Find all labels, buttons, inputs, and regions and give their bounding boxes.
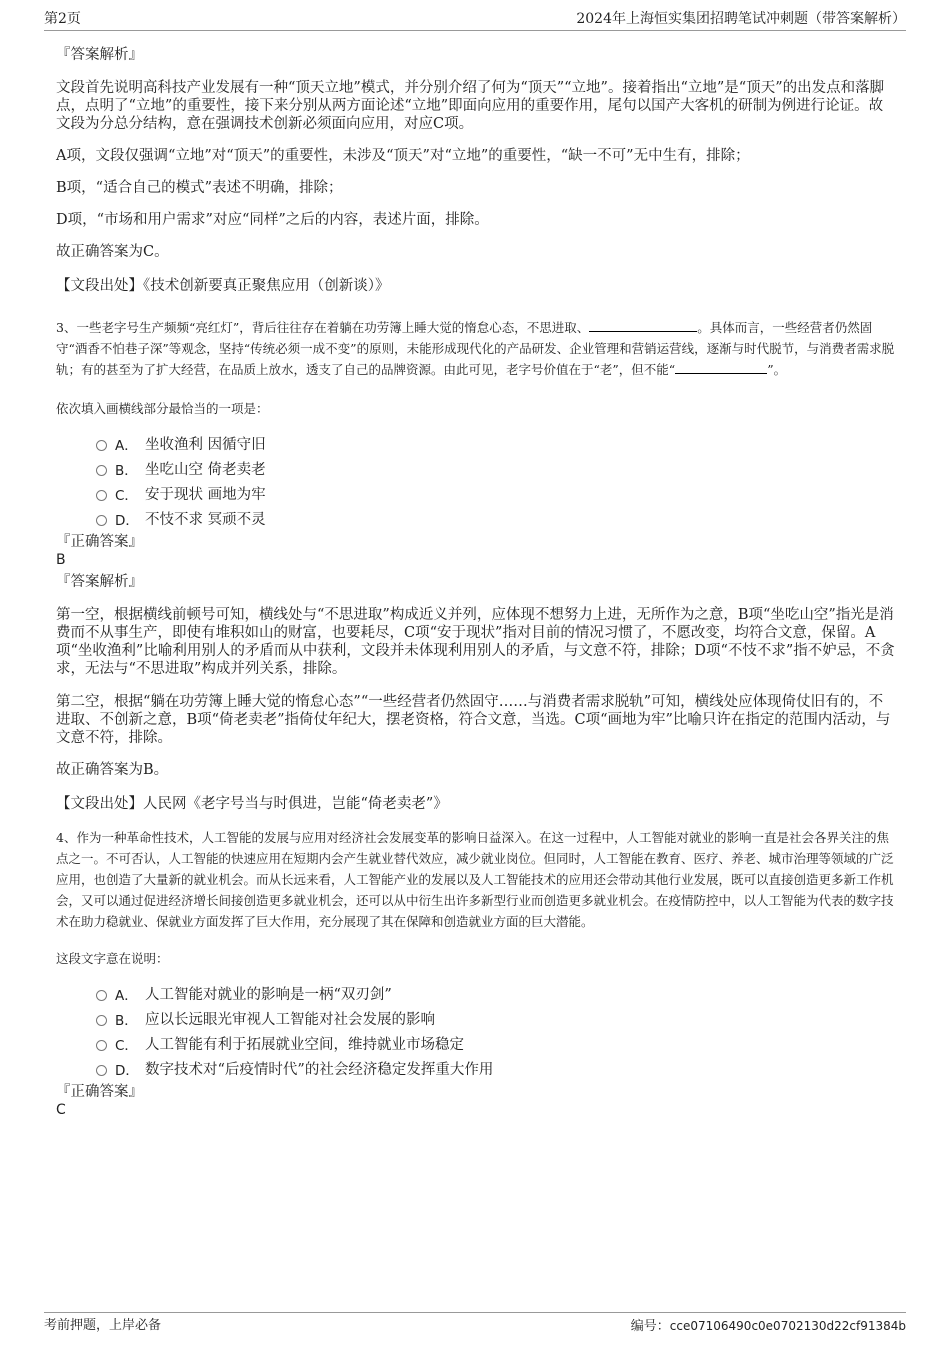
q4-option-d[interactable]: D． 数字技术对“后疫情时代”的社会经济稳定发挥重大作用: [96, 1056, 896, 1081]
radio-icon[interactable]: [96, 1065, 107, 1076]
page-number: 第2页: [44, 11, 81, 27]
q3-option-b[interactable]: B． 坐吃山空 倚老卖老: [96, 456, 896, 481]
q4-option-b[interactable]: B． 应以长远眼光审视人工智能对社会发展的影响: [96, 1006, 896, 1031]
page-header: [44, 10, 906, 31]
q3-analysis-paragraph-1: 第一空，根据横线前顿号可知，横线处与“不思进取”构成近义并列，应体现不想努力上进，无所作为之意，B项“坐吃山空”指光是消费而不从事生产，即使有堆积如山的财富，也要耗尽，C项“安于现状”指对目前的情况习惯了，不愿改变，均符合文意，保留。A项“坐收渔利”比喻利用别人的矛盾而从中获利，文段并未体现利用别人的矛盾，与文意不符，排除；D项“不忮不求”指不妒忌，不贪求，无法与“不思进取”构成并列关系，排除。: [56, 607, 895, 677]
q4-option-a[interactable]: A． 人工智能对就业的影响是一柄“双刃剑”: [96, 981, 896, 1006]
q2-conclusion: 故正确答案为C。: [56, 244, 169, 260]
q3-options: [56, 431, 896, 531]
q3-blank-2: [675, 361, 767, 374]
q3-stem-part-2: 。具体而言，一些经营者仍然固守“酒香不怕巷子深”等观念，坚持“传统必须一成不变”的原则，未能形成现代化的产品研发、企业管理和营销运营线，逐渐与时代脱节，与消费者需求脱轨；有的甚至为了扩大经营，在品质上放水，透支了自己的品牌资源。由此可见，老字号价值在于“老”，但不能“: [56, 320, 895, 377]
footer-code-block: [631, 1315, 906, 1337]
footer-code-label: 编号：: [630, 1319, 670, 1334]
q3-prompt: 依次填入画横线部分最恰当的一项是：: [56, 401, 269, 416]
q3-analysis-label: 『答案解析』: [56, 574, 143, 590]
radio-icon[interactable]: [96, 1040, 107, 1051]
page-content: [56, 46, 896, 1119]
page-footer: [44, 1312, 906, 1337]
q2-analysis-paragraph-3: B项，“适合自己的模式”表述不明确，排除；: [56, 180, 343, 196]
q3-stem-part-3: ”。: [767, 362, 787, 377]
q3-answer: B: [56, 552, 66, 568]
q4-option-c[interactable]: C． 人工智能有利于拓展就业空间，维持就业市场稳定: [96, 1031, 896, 1056]
radio-icon[interactable]: [96, 1015, 107, 1026]
q2-source: 【文段出处】《技术创新要真正聚焦应用（创新谈）》: [56, 278, 390, 294]
q4-answer-label: 『正确答案』: [56, 1084, 143, 1100]
q3-option-d[interactable]: D． 不忮不求 冥顽不灵: [96, 506, 896, 531]
q4-stem: 4、作为一种革命性技术，人工智能的发展与应用对经济社会发展变革的影响日益深入。在这一过程中，人工智能对就业的影响一直是社会各界关注的焦点之一。不可否认，人工智能的快速应用在短期内会产生就业替代效应，减少就业岗位。但同时，人工智能在教育、医疗、养老、城市治理等领域的广泛应用，也创造了大量新的就业机会。而从长远来看，人工智能产业的发展以及人工智能技术的应用还会带动其他行业发展，既可以直接创造更多新工作机会，又可以通过促进经济增长间接创造更多就业机会，还可以从中衍生出许多新型行业而创造更多就业机会。在疫情防控中，以人工智能为代表的数字技术在助力稳就业、保就业方面发挥了巨大作用，充分展现了其在保障和创造就业方面的巨大潜能。: [56, 830, 894, 929]
q3-blank-1: [589, 319, 697, 332]
q2-analysis-paragraph-1: 文段首先说明高科技产业发展有一种“顶天立地”模式，并分别介绍了何为“顶天”“立地”。接着指出“立地”是“顶天”的出发点和落脚点，点明了“立地”的重要性，接下来分别从两方面论述“立地”即面向应用的重要作用，尾句以国产大客机的研制为例进行论证。故文段为分总分结构，意在强调技术创新必须面向应用，对应C项。: [56, 80, 885, 132]
q3-source: 【文段出处】人民网《老字号当与时俱进，岂能“倚老卖老”》: [56, 796, 448, 812]
q3-stem: [56, 317, 896, 380]
q2-analysis-paragraph-4: D项，“市场和用户需求”对应“同样”之后的内容，表述片面，排除。: [56, 212, 489, 228]
q4-prompt: 这段文字意在说明：: [56, 951, 169, 966]
document-title: 2024年上海恒实集团招聘笔试冲刺题（带答案解析）: [576, 11, 906, 27]
radio-icon[interactable]: [96, 515, 107, 526]
q3-option-a[interactable]: A． 坐收渔利 因循守旧: [96, 431, 896, 456]
radio-icon[interactable]: [96, 990, 107, 1001]
q3-analysis-paragraph-2: 第二空，根据“躺在功劳簿上睡大觉的惰怠心态”“一些经营者仍然固守……与消费者需求脱轨”可知，横线处应体现倚仗旧有的，不进取、不创新之意，B项“倚老卖老”指倚仗年纪大，摆老资格，符合文意，当选。C项“画地为牢”比喻只许在指定的范围内活动，与文意不符，排除。: [56, 694, 891, 746]
radio-icon[interactable]: [96, 465, 107, 476]
q3-conclusion: 故正确答案为B。: [56, 762, 169, 778]
q3-option-c[interactable]: C． 安于现状 画地为牢: [96, 481, 896, 506]
footer-code: cce07106490c0e0702130d22cf91384b: [669, 1319, 906, 1333]
radio-icon[interactable]: [96, 440, 107, 451]
q2-analysis-paragraph-2: A项，文段仅强调“立地”对“顶天”的重要性，未涉及“顶天”对“立地”的重要性，“缺一不可”无中生有，排除；: [56, 148, 750, 164]
q4-answer: C: [56, 1102, 66, 1118]
q2-analysis-label: 『答案解析』: [56, 47, 143, 63]
q3-stem-part-1: 3、一些老字号生产频频“亮红灯”，背后往往存在着躺在功劳簿上睡大觉的惰怠心态，不思进取、: [56, 320, 590, 335]
footer-slogan: 考前押题，上岸必备: [44, 1318, 162, 1333]
q4-options: [56, 981, 896, 1081]
q3-answer-label: 『正确答案』: [56, 534, 143, 550]
radio-icon[interactable]: [96, 490, 107, 501]
